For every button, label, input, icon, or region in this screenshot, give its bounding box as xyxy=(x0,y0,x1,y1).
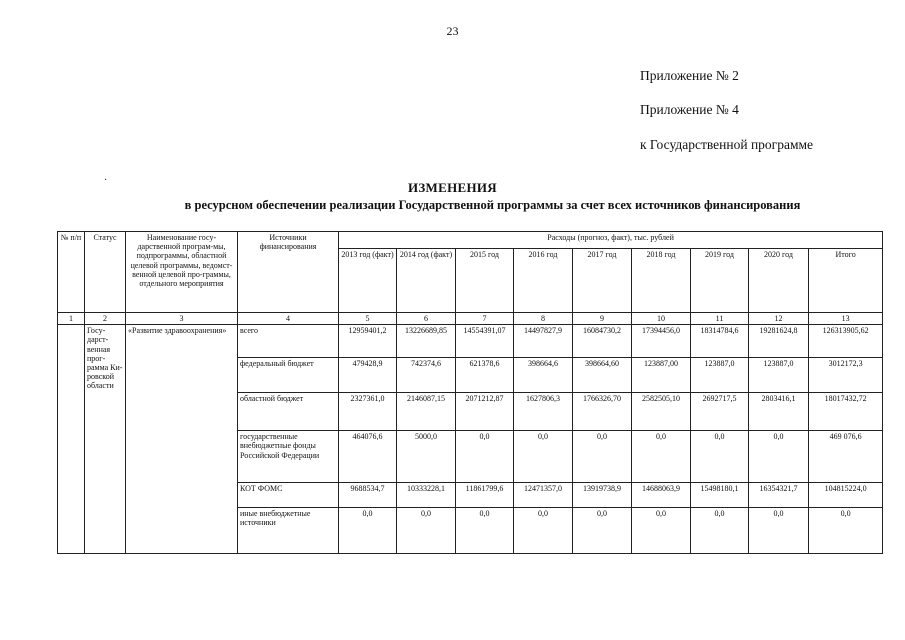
appendix-line-1: Приложение № 2 xyxy=(640,68,739,83)
value-cell: 11861799,6 xyxy=(456,483,514,508)
header-year: 2016 год xyxy=(514,249,573,313)
value-cell: 0,0 xyxy=(456,508,514,554)
index-cell: 7 xyxy=(456,313,514,325)
value-cell: 621378,6 xyxy=(456,358,514,393)
value-cell: 0,0 xyxy=(691,508,749,554)
header-total: Итого xyxy=(809,249,883,313)
value-cell: 2071212,87 xyxy=(456,393,514,431)
value-cell: 15498180,1 xyxy=(691,483,749,508)
value-cell: 12959401,2 xyxy=(339,325,397,358)
value-cell: 3012172,3 xyxy=(809,358,883,393)
value-cell: 19281624,8 xyxy=(749,325,809,358)
value-cell: 0,0 xyxy=(339,508,397,554)
stray-dot: · xyxy=(104,175,108,186)
header-year: 2015 год xyxy=(456,249,514,313)
value-cell: 16084730,2 xyxy=(573,325,632,358)
header-year: 2018 год xyxy=(632,249,691,313)
index-cell: 6 xyxy=(397,313,456,325)
value-cell: 18314784,6 xyxy=(691,325,749,358)
value-cell: 398664,60 xyxy=(573,358,632,393)
index-cell: 3 xyxy=(126,313,238,325)
value-cell: 12471357,0 xyxy=(514,483,573,508)
value-cell: 2146087,15 xyxy=(397,393,456,431)
index-cell: 5 xyxy=(339,313,397,325)
header-name: Наименование госу-дарственной програм-мы, подпрограммы, областной целевой программы, ведомст-венной целевой про-граммы, отдельного мероприятия xyxy=(126,232,238,313)
value-cell: 2692717,5 xyxy=(691,393,749,431)
header-year: 2013 год (факт) xyxy=(339,249,397,313)
index-cell: 9 xyxy=(573,313,632,325)
value-cell: 126313905,62 xyxy=(809,325,883,358)
value-cell: 10333228,1 xyxy=(397,483,456,508)
source-cell: КОТ ФОМС xyxy=(238,483,339,508)
value-cell: 104815224,0 xyxy=(809,483,883,508)
index-cell: 4 xyxy=(238,313,339,325)
header-num: № п/п xyxy=(58,232,85,313)
value-cell: 0,0 xyxy=(749,508,809,554)
value-cell: 123887,00 xyxy=(632,358,691,393)
document-subtitle: в ресурсном обеспечении реализации Государственной программы за счет всех источников финансирования xyxy=(184,198,801,212)
value-cell: 0,0 xyxy=(456,431,514,483)
header-year: 2017 год xyxy=(573,249,632,313)
appendix-line-2: Приложение № 4 xyxy=(640,102,739,117)
value-cell: 1766326,70 xyxy=(573,393,632,431)
status-cell: Госу-дарст-венная прог-рамма Ки-ровской области xyxy=(85,325,126,554)
index-cell: 10 xyxy=(632,313,691,325)
index-cell: 13 xyxy=(809,313,883,325)
value-cell: 0,0 xyxy=(573,508,632,554)
index-cell: 12 xyxy=(749,313,809,325)
header-status: Статус xyxy=(85,232,126,313)
value-cell: 17394456,0 xyxy=(632,325,691,358)
document-title: ИЗМЕНЕНИЯ xyxy=(407,180,497,195)
value-cell: 0,0 xyxy=(749,431,809,483)
value-cell: 14554391,07 xyxy=(456,325,514,358)
value-cell: 0,0 xyxy=(632,431,691,483)
header-year: 2020 год xyxy=(749,249,809,313)
index-cell: 8 xyxy=(514,313,573,325)
value-cell: 469 076,6 xyxy=(809,431,883,483)
program-name-cell: «Развитие здравоохранения» xyxy=(126,325,238,554)
header-expenses: Расходы (прогноз, факт), тыс. рублей xyxy=(339,232,883,249)
index-cell: 1 xyxy=(58,313,85,325)
header-sources: Источники финансирования xyxy=(238,232,339,313)
value-cell: 0,0 xyxy=(632,508,691,554)
value-cell: 9688534,7 xyxy=(339,483,397,508)
header-year: 2014 год (факт) xyxy=(397,249,456,313)
value-cell: 2327361,0 xyxy=(339,393,397,431)
value-cell: 479428,9 xyxy=(339,358,397,393)
page-number: 23 xyxy=(446,24,459,38)
value-cell: 0,0 xyxy=(573,431,632,483)
value-cell: 2803416,1 xyxy=(749,393,809,431)
appendix-line-3: к Государственной программе xyxy=(640,137,814,152)
value-cell: 0,0 xyxy=(691,431,749,483)
value-cell: 2582505,10 xyxy=(632,393,691,431)
value-cell: 13919738,9 xyxy=(573,483,632,508)
value-cell: 0,0 xyxy=(397,508,456,554)
source-cell: федеральный бюджет xyxy=(238,358,339,393)
value-cell: 13226689,85 xyxy=(397,325,456,358)
value-cell: 123887,0 xyxy=(749,358,809,393)
value-cell: 14688063,9 xyxy=(632,483,691,508)
index-cell: 2 xyxy=(85,313,126,325)
source-cell: всего xyxy=(238,325,339,358)
value-cell: 14497827,9 xyxy=(514,325,573,358)
value-cell: 16354321,7 xyxy=(749,483,809,508)
table-row xyxy=(58,325,883,358)
header-row-1 xyxy=(58,232,883,249)
value-cell: 0,0 xyxy=(809,508,883,554)
value-cell: 123887,0 xyxy=(691,358,749,393)
source-cell: областной бюджет xyxy=(238,393,339,431)
source-cell: государственные внебюджетные фонды Российской Федерации xyxy=(238,431,339,483)
value-cell: 0,0 xyxy=(514,431,573,483)
value-cell: 398664,6 xyxy=(514,358,573,393)
value-cell: 1627806,3 xyxy=(514,393,573,431)
resources-table xyxy=(57,231,883,554)
value-cell: 5000,0 xyxy=(397,431,456,483)
value-cell: 0,0 xyxy=(514,508,573,554)
value-cell: 742374,6 xyxy=(397,358,456,393)
row-number-cell xyxy=(58,325,85,554)
header-year: 2019 год xyxy=(691,249,749,313)
index-row xyxy=(58,313,883,325)
source-cell: иные внебюджетные источники xyxy=(238,508,339,554)
index-cell: 11 xyxy=(691,313,749,325)
value-cell: 464076,6 xyxy=(339,431,397,483)
value-cell: 18017432,72 xyxy=(809,393,883,431)
